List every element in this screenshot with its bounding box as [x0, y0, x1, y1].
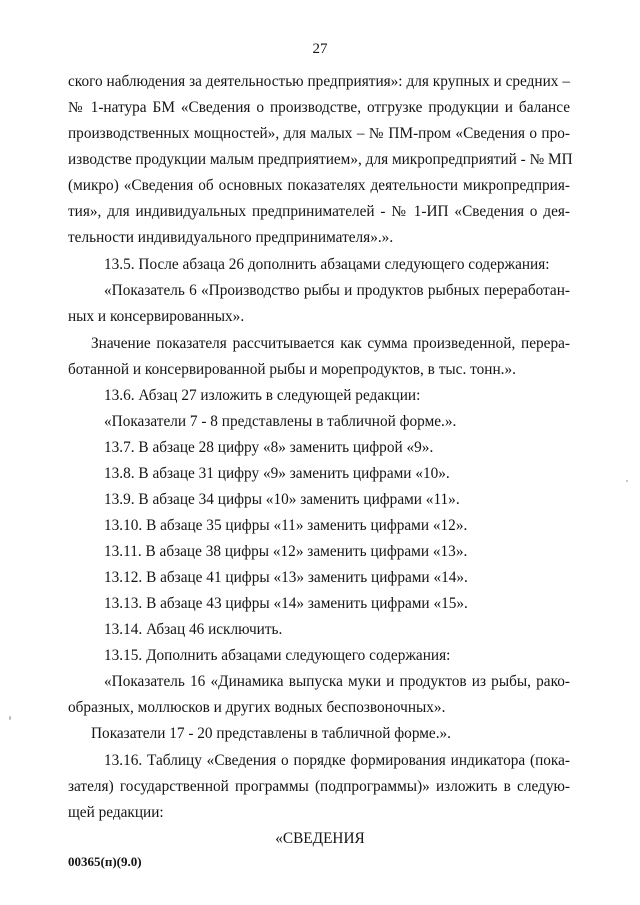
text-line: тельности индивидуального предпринимателя».». — [68, 229, 394, 246]
text-line: «Показатель 6 «Производство рыбы и продуктов рыбных переработан- — [104, 282, 570, 299]
text-line: 13.9. В абзаце 34 цифры «10» заменить цифрами «11». — [104, 491, 460, 508]
text-line: ского наблюдения за деятельностью предприятия»: для крупных и средних – — [68, 73, 570, 90]
text-line: «Показатель 16 «Динамика выпуска муки и продуктов из рыбы, рако- — [104, 673, 570, 690]
scan-speck — [626, 480, 628, 482]
text-line: производственных мощностей», для малых – № ПМ-пром «Сведения о про- — [68, 125, 570, 142]
text-line: 13.8. В абзаце 31 цифру «9» заменить цифрами «10». — [104, 465, 450, 482]
text-line: ных и консервированных». — [68, 308, 245, 325]
text-line: 13.10. В абзаце 35 цифры «11» заменить цифрами «12». — [104, 517, 468, 534]
page-number: 27 — [312, 41, 328, 57]
text-line: 13.7. В абзаце 28 цифру «8» заменить цифрой «9». — [104, 439, 434, 456]
text-line: 13.16. Таблицу «Сведения о порядке формирования индикатора (пока- — [104, 752, 570, 769]
text-line: Значение показателя рассчитывается как сумма произведенной, перера- — [91, 335, 570, 352]
text-line: 13.11. В абзаце 38 цифры «12» заменить цифрами «13». — [104, 543, 468, 560]
text-line: тия», для индивидуальных предпринимателей - № 1-ИП «Сведения о дея- — [68, 203, 570, 220]
text-line: (микро) «Сведения об основных показателях деятельности микропредприя- — [68, 177, 570, 194]
text-line: зателя) государственной программы (подпрограммы)» изложить в следую- — [68, 778, 570, 795]
text-line: 13.5. После абзаца 26 дополнить абзацами следующего содержания: — [104, 256, 550, 273]
text-line: щей редакции: — [68, 804, 164, 821]
text-line: ботанной и консервированной рыбы и морепродуктов, в тыс. тонн.». — [68, 361, 516, 378]
text-line: 13.15. Дополнить абзацами следующего содержания: — [104, 647, 451, 664]
text-line: № 1-натура БМ «Сведения о производстве, отгрузке продукции и балансе — [68, 99, 570, 116]
text-line: «Показатели 7 - 8 представлены в табличной форме.». — [104, 413, 457, 430]
text-line: 13.6. Абзац 27 изложить в следующей редакции: — [104, 387, 421, 404]
text-line: 13.14. Абзац 46 исключить. — [104, 621, 283, 638]
scan-speck — [9, 716, 11, 720]
text-line: 13.12. В абзаце 41 цифры «13» заменить цифрами «14». — [104, 569, 468, 586]
text-line: образных, моллюсков и других водных беспозвоночных». — [68, 699, 446, 716]
text-line: Показатели 17 - 20 представлены в табличной форме.». — [91, 725, 451, 742]
text-line: изводстве продукции малым предприятием», для микропредприятий - № МП — [68, 151, 573, 168]
text-line: 13.13. В абзаце 43 цифры «14» заменить цифрами «15». — [104, 595, 468, 612]
footer-code: 00365(п)(9.0) — [68, 854, 142, 869]
section-heading: «СВЕДЕНИЯ — [275, 830, 365, 847]
